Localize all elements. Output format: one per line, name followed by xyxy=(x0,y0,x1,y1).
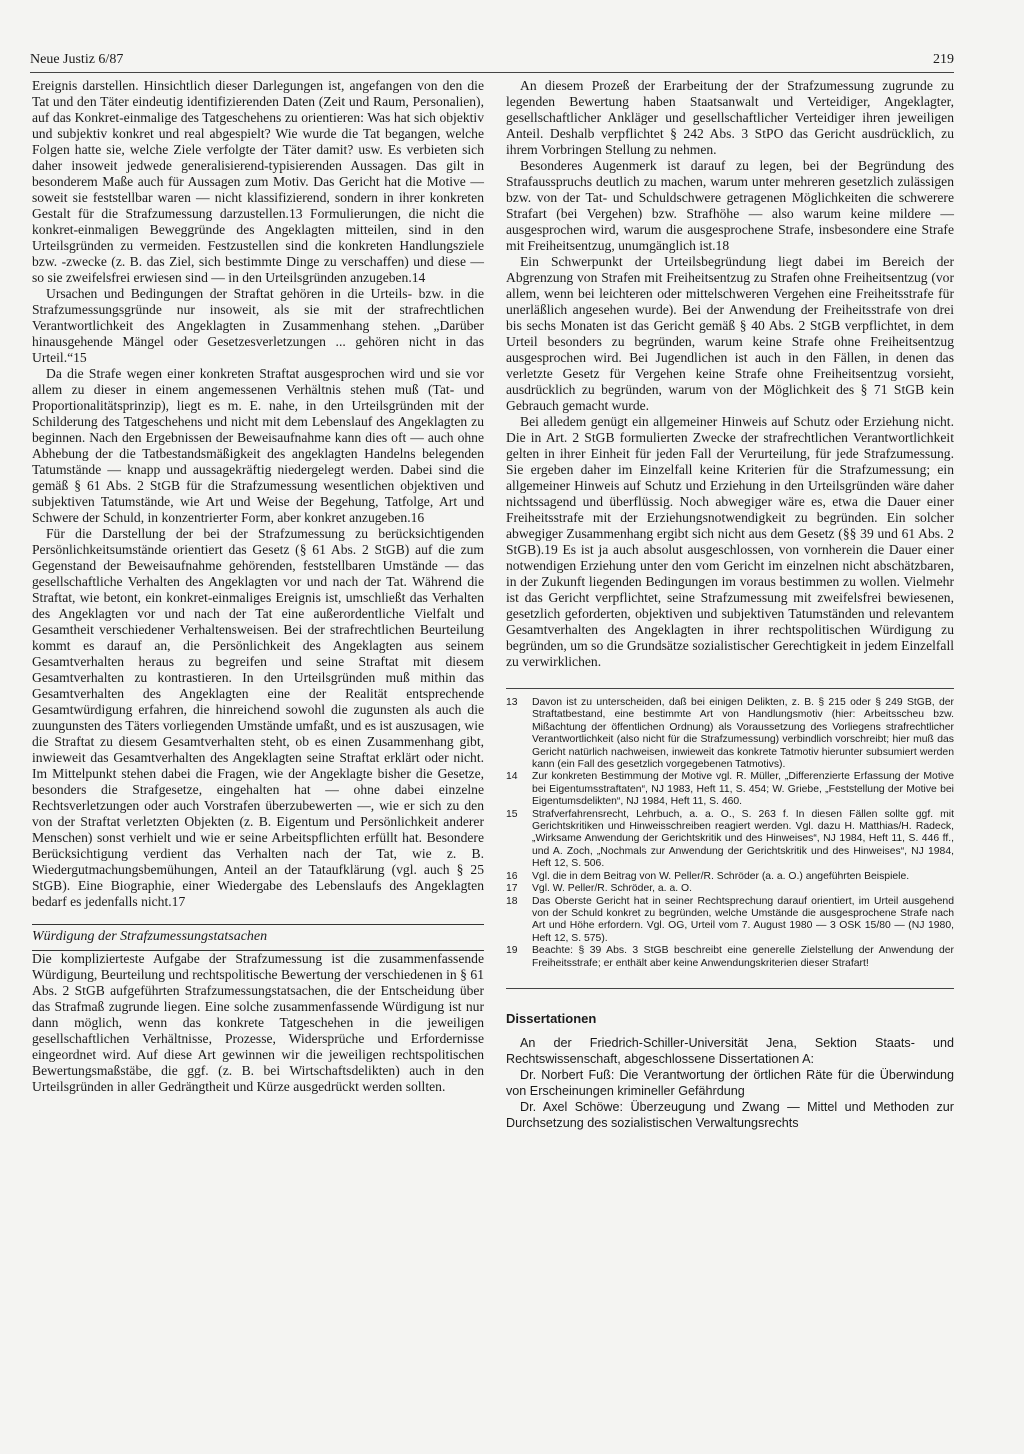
footnote xyxy=(506,871,954,883)
body-paragraph: Bei alledem genügt ein allgemeiner Hinweis auf Schutz oder Erziehung nicht. Die in Art. 2 StGB formulierten Zwecke der strafrechtlichen Verantwortlichkeit gelten in ihrer Einheit für jeden Fall der Verurteilung, für jede Strafzumessung. Sie ergeben daher im Einzelfall keine Kriterien für die Strafzumessung; ein allgemeiner Hinweis auf Schutz und Erziehung in den Urteilsgründen wäre daher nichtssagend und überflüssig. Noch abwegiger wäre es, etwa die Dauer einer Freiheitsstrafe mit der Erziehungsnotwendigkeit zu begründen. Ein solcher abwegiger Zusammenhang ergibt sich nicht aus dem Gesetz (§§ 39 und 61 Abs. 2 StGB).19 Es ist ja auch absolut ausgeschlossen, von vornherein die Dauer einer notwendigen Erziehung unter den vom Gericht im einzelnen nicht abschätzbaren, in der Zukunft liegenden Bedingungen im voraus bestimmen zu wollen. Vielmehr ist das Gericht verpflichtet, seine Strafzumessung mit zweifelsfrei bewiesenen, gesetzlich geforderten, objektiven und subjektiven Tatumständen und relevantem Gesamtverhalten des Angeklagten in ihrer rechtspolitischen Würdigung zu begründen, um so die Grundsätze sozialistischer Gerechtigkeit in jedem Einzelfall zu verwirklichen. xyxy=(506,414,954,669)
footnote-text: Vgl. die in dem Beitrag von W. Peller/R. Schröder (a. a. O.) angeführten Beispiele. xyxy=(532,870,910,882)
footnote-text: Das Oberste Gericht hat in seiner Rechtsprechung darauf orientiert, im Urteil ausgehend von der Schuld konkret zu begründen, welche Umstände die ausgesprochene Strafe nach Art und Höhe erfordern. Vgl. OG, Urteil vom 7. August 1980 — 3 OSK 15/80 — (NJ 1980, Heft 12, S. 575). xyxy=(532,895,954,944)
footnote-number: 17 xyxy=(506,883,518,895)
body-paragraph: Ereignis darstellen. Hinsichtlich dieser Darlegungen ist, angefangen von den die Tat und den Täter eindeutig identifizierenden Daten (Zeit und Raum, Personalien), auf das Konkret-einmalige des Tatgeschehens zu orientieren: Was hat sich objektiv und subjektiv konkret und real abgespielt? Wie wurde die Tat begangen, welche Folgen hatte sie, welche Ziele verfolgte der Täter damit? usw. Es verbieten sich daher insoweit jedwede generalisierend-typisierenden Aussagen. Das gilt in besonderem Maße auch für Aussagen zum Motiv. Das Gericht hat die Motive — soweit sie feststellbar waren — nicht klassifizierend, sondern in ihrer konkreten Gestalt für die Strafzumessung darzustellen.13 Formulierungen, die nicht die konkret-einmaligen Beweggründe des Angeklagten mitteilen, sind in den Urteilsgründen zu vermeiden. Festzustellen sind die konkreten Handlungsziele bzw. -zwecke (z. B. das Ziel, sich bestimmte Dinge zu verschaffen) und diese — so sie zweifelsfrei erwiesen sind — in den Urteilsgründen anzugeben.14 xyxy=(32,78,484,285)
footnote-text: Zur konkreten Bestimmung der Motive vgl. R. Müller, „Differenzierte Erfassung der Motive bei Eigentumsstraftaten“, NJ 1983, Heft 11, S. 454; W. Griebe, „Feststellung der Motive bei Eigentumsdelikten“, NJ 1984, Heft 11, S. 460. xyxy=(532,771,954,808)
footnote-text: Davon ist zu unterscheiden, daß bei einigen Delikten, z. B. § 215 oder § 249 StGB, der Straftatbestand, eine bestimmte Art von Handlungsmotiv (hier: Arbeitsscheu bzw. Mißachtung der öffentlichen Ordnung) als Voraussetzung des Vorliegens strafrechtlicher Verantwortlichkeit (also nicht für die Strafzumessung) verbindlich vorschreibt; hier muß das Gericht natürlich nachweisen, inwieweit das konkrete Tatmotiv hierunter subsumiert werden kann (ein Fall des gesetzlich vorgegebenen Tatmotivs). xyxy=(532,697,954,771)
body-paragraph: Besonderes Augenmerk ist darauf zu legen, bei der Begründung des Strafausspruchs deutlich zu machen, warum unter mehreren gesetzlich zulässigen bzw. von der Tat- und Schuldschwere getragenen Möglichkeiten die schwerere Strafart (bei Vergehen) bzw. Strafhöhe — also warum keine mildere — ausgesprochen wird, warum die ausgesprochene Strafe, insbesondere eine Strafe mit Freiheitsentzug, unumgänglich ist.18 xyxy=(506,158,954,253)
body-paragraph: Da die Strafe wegen einer konkreten Straftat ausgesprochen wird und sie vor allem zu dieser in einem angemessenen Verhältnis stehen muß (Tat- und Proportionalitätsprinzip), liegt es m. E. nahe, in den Urteilsgründen mit der Schilderung des Tatgeschehens und nicht mit dem Lebenslauf des Angeklagten zu beginnen. Nach den Ergebnissen der Beweisaufnahme kann dies oft — auch ohne Abhebung der die Tatbestandsmäßigkeit des angeklagten Handelns belegenden Tatumstände — knapp und aussagekräftig niedergelegt werden. Dabei sind die gemäß § 61 Abs. 2 StGB für die Strafzumessung wesentlichen objektiven und subjektiven Tatumstände, wie Art und Weise der Begehung, Tatfolge, Art und Schwere der Schuld, in konzentrierter Form, aber konkret anzugeben.16 xyxy=(32,366,484,525)
footnote-number: 13 xyxy=(506,697,518,708)
dissertations-intro: An der Friedrich-Schiller-Universität Jena, Sektion Staats- und Rechtswissenschaft, abgeschlossene Dissertationen A: xyxy=(506,1035,954,1066)
footnote xyxy=(506,883,954,895)
footnote xyxy=(506,697,954,771)
header-rule xyxy=(30,72,954,73)
footnote xyxy=(506,896,954,946)
footnote-rule xyxy=(506,688,954,689)
footnote xyxy=(506,809,954,871)
dissertation-entry: Dr. Norbert Fuß: Die Verantwortung der örtlichen Räte für die Überwindung von Erscheinungen krimineller Gefährdung xyxy=(506,1067,954,1098)
footnote xyxy=(506,771,954,808)
footnote-number: 15 xyxy=(506,808,518,820)
body-paragraph: Ein Schwerpunkt der Urteilsbegründung liegt dabei im Bereich der Abgrenzung von Strafen mit Freiheitsentzug zu Strafen ohne Freiheitsentzug (vor allem, wenn bei leichteren oder mittelschweren Vergehen eine Freiheitsstrafe für unerläßlich angesehen wurde). Bei der Anwendung der Freiheitsstrafe von drei bis sechs Monaten ist das Gericht gemäß § 40 Abs. 2 StGB verpflichtet, in dem Urteil besonders zu begründen, warum keine Strafe ohne Freiheitsentzug ausgesprochen wird. Bei Jugendlichen ist auch in den Fällen, in denen das verletzte Gesetz für Vergehen keine Strafe ohne Freiheitsentzug vorsieht, ausdrücklich zu begründen, warum von der Möglichkeit des § 71 StGB kein Gebrauch gemacht wurde. xyxy=(506,254,954,413)
footnote-text: Beachte: § 39 Abs. 3 StGB beschreibt eine generelle Zielstellung der Anwendung der Freiheitsstrafe; er enthält aber keine Anwendungskriterien dieser Strafart! xyxy=(532,945,954,969)
body-paragraph: An diesem Prozeß der Erarbeitung der der Strafzumessung zugrunde zu legenden Bewertung haben Staatsanwalt und Verteidiger, Angeklagter, gesellschaftlicher Ankläger und gesellschaftlicher Verteidiger ihren jeweiligen Anteil. Deshalb verpflichtet § 242 Abs. 3 StPO das Gericht ausdrücklich, zu ihrem Vorbringen Stellung zu nehmen. xyxy=(506,78,954,157)
footnote-number: 19 xyxy=(506,945,518,957)
footnote-text: Strafverfahrensrecht, Lehrbuch, a. a. O., S. 263 f. In diesen Fällen sollte ggf. mit Gerichtskritiken und Hinweisschreiben reagiert werden. Vgl. dazu H. Matthias/H. Radeck, „Wirksame Anwendung der Gerichtskritik und des Hinweises“, NJ 1984, Heft 11, S. 446 ff., und A. Zoch, „Nochmals zur Anwendung der Gerichtskritik und des Hinweises“, NJ 1984, Heft 12, S. 506. xyxy=(532,808,954,870)
footnote xyxy=(506,945,954,970)
body-paragraph: Für die Darstellung der bei der Strafzumessung zu berücksichtigenden Persönlichkeitsumstände orientiert das Gesetz (§ 61 Abs. 2 StGB) auf die zum Gegenstand der Beweisaufnahme gehörenden, feststellbaren Umstände — das gesellschaftliche Verhalten des Angeklagten vor und nach der Tat. Während die Straftat, wie betont, ein konkret-einmaliges Ereignis ist, umschließt das Verhalten des Angeklagten vor und nach der Tat eine außerordentliche Vielfalt und Gesamtheit verschiedener Verhaltensweisen. Bei der strafrechtlichen Beurteilung kommt es darauf an, die Persönlichkeit des Angeklagten aus seinem Gesamtverhalten heraus zu begreifen und seine Straftat mit diesem Gesamtverhalten zu kontrastieren. In den Urteilsgründen muß mithin das Gesamtverhalten des Angeklagten eine der Realität entsprechende Gesamtwürdigung erfahren, die hinreichend sowohl die zugunsten als auch die zuungunsten des Täters vorliegenden Umstände umfaßt, und es ist auszusagen, wie die Straftat zu diesem Gesamtverhalten steht, ob es einen Zusammenhang gibt, inwieweit das Gesamtverhalten des Angeklagten seine Straftat erklärt oder nicht. Im Mittelpunkt stehen dabei die Fragen, wie der Angeklagte bisher die Gesetze, besonders die Strafgesetze, eingehalten hat — ohne dabei einzelne Rechtsverletzungen oder auch Vorstrafen überzubewerten —, wie er sich zu den von der Straftat verletzten Objekten (z. B. Eigentum und Persönlichkeit anderer Menschen) sonst verhielt und wie er seine Arbeitspflichten erfüllt hat. Besondere Berücksichtigung verdient das Verhalten nach der Tat, wie z. B. Wiedergutmachungsbemühungen, Anteil an der Tataufklärung (vgl. auch § 25 StGB). Eine Biographie, einer Wiedergabe des Lebenslaufs des Angeklagten bedarf es jedenfalls nicht.17 xyxy=(32,526,485,909)
page-header xyxy=(30,52,954,70)
body-paragraph: Die komplizierteste Aufgabe der Strafzumessung ist die zusammenfassende Würdigung, Beurteilung und rechtspolitische Bewertung der verschiedenen in § 61 Abs. 2 StGB aufgeführten Strafzumessungstatsachen, die der Entscheidung über das Strafmaß zugrunde liegen. Eine solche zusammenfassende Würdigung ist nur dann möglich, wenn das konkrete Tatgeschehen in die jeweiligen gesellschaftlichen Verhältnisse, Prozesse, Widersprüche und Erfordernisse eingeordnet wird. Auf diese Art gewinnen wir die jeweiligen rechtspolitischen Bewertungsmaßstäbe, die ggf. (z. B. bei Wirtschaftsdelikten) auch in den Urteilsgründen in aller Gedrängtheit und Kürze ausgedrückt werden sollten. xyxy=(32,951,484,1094)
footnote-number: 14 xyxy=(506,771,518,783)
page-number: 219 xyxy=(933,52,954,67)
footnote-number: 18 xyxy=(506,895,518,907)
left-column xyxy=(32,78,484,1095)
section-separator xyxy=(506,988,954,989)
dissertations-heading: Dissertationen xyxy=(506,1010,597,1026)
section-heading: Würdigung der Strafzumessungstatsachen xyxy=(32,924,484,951)
footnote-number: 16 xyxy=(506,870,518,882)
right-column xyxy=(506,78,954,1131)
journal-title: Neue Justiz 6/87 xyxy=(30,52,124,67)
dissertation-entry: Dr. Axel Schöwe: Überzeugung und Zwang — Mittel und Methoden zur Durchsetzung des sozialistischen Verwaltungsrechts xyxy=(506,1099,954,1130)
body-paragraph: Ursachen und Bedingungen der Straftat gehören in die Urteils- bzw. in die Strafzumessungsgründe nur insoweit, als sie mit der strafrechtlichen Verantwortlichkeit des Angeklagten in Zusammenhang stehen. „Darüber hinausgehende Mängel oder Gesetzesverletzungen ... gehören nicht in das Urteil.“15 xyxy=(32,286,484,365)
footnote-text: Vgl. W. Peller/R. Schröder, a. a. O. xyxy=(532,883,692,895)
